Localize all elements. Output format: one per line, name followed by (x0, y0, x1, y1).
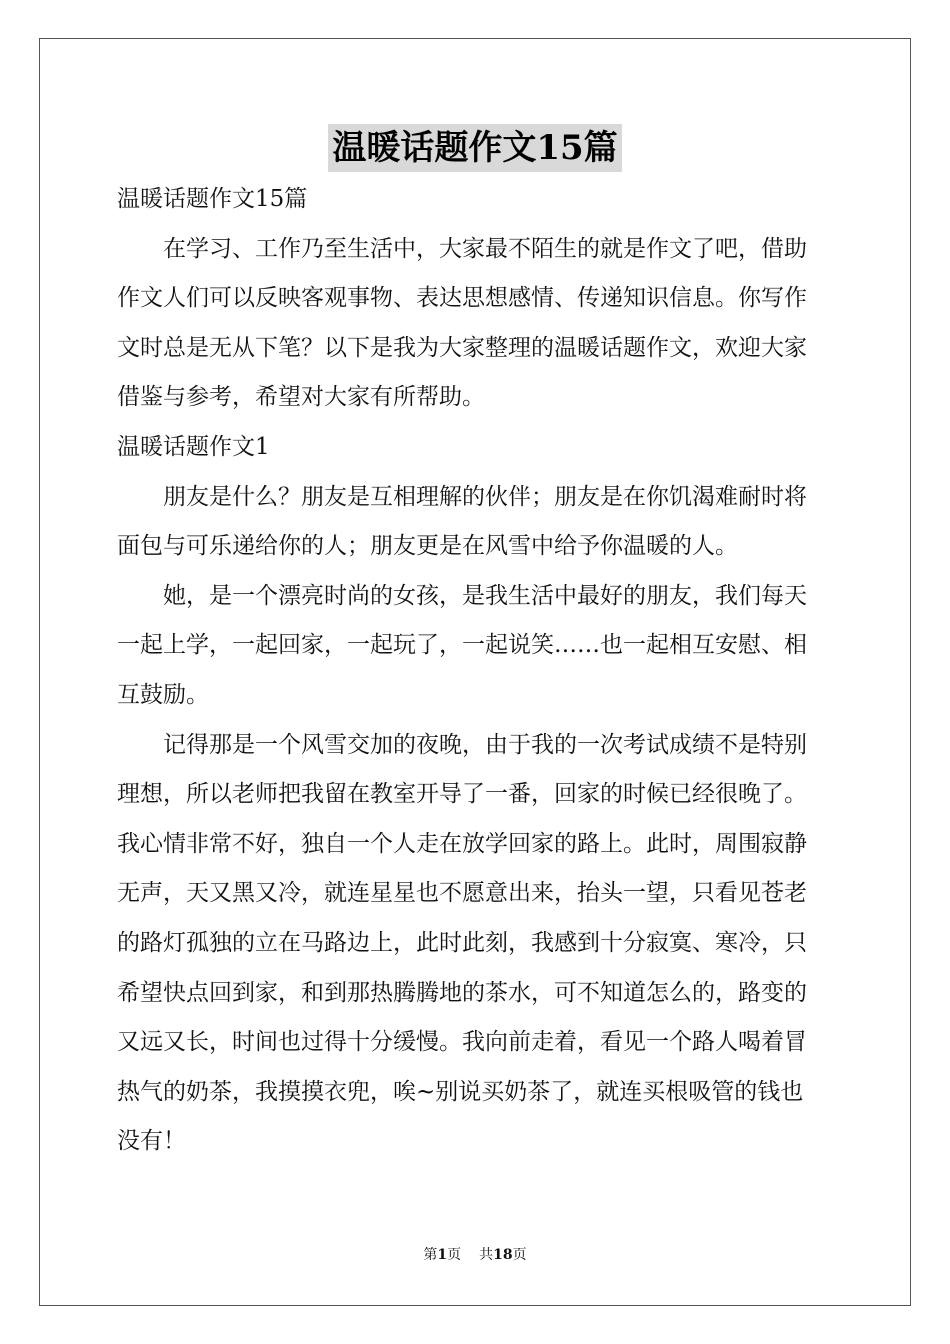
document-subtitle: 温暖话题作文15篇 (117, 186, 308, 212)
text-line: 朋友是什么？朋友是互相理解的伙伴；朋友是在你饥渴难耐时将 (163, 483, 807, 510)
text-line: 又远又长，时间也过得十分缓慢。我向前走着，看见一个路人喝着冒 (117, 1029, 807, 1056)
document-body (117, 175, 837, 1167)
text-line: 的路灯孤独的立在马路边上，此时此刻，我感到十分寂寞、寒冷，只 (117, 929, 807, 956)
body-lines (117, 225, 837, 1167)
text-line: 在学习、工作乃至生活中，大家最不陌生的就是作文了吧，借助 (163, 235, 807, 262)
text-line: 没有！ (117, 1128, 186, 1155)
text-line: 热气的奶茶，我摸摸衣兜，唉~别说买奶茶了，就连买根吸管的钱也 (117, 1078, 804, 1105)
text-line: 作文人们可以反映客观事物、表达思想感情、传递知识信息。你写作 (117, 285, 807, 312)
text-line: 理想，所以老师把我留在教室开导了一番，回家的时候已经很晚了。 (117, 781, 807, 808)
page-footer (0, 1244, 950, 1264)
text-line: 希望快点回到家，和到那热腾腾地的茶水，可不知道怎么的，路变的 (117, 979, 807, 1006)
page-prefix: 第 (423, 1247, 438, 1263)
text-line: 一起上学，一起回家，一起玩了，一起说笑……也一起相互安慰、相 (117, 632, 807, 659)
text-line: 互鼓励。 (117, 681, 209, 708)
page-number: 1 (437, 1247, 448, 1263)
section-heading: 温暖话题作文1 (117, 433, 270, 460)
title-container (0, 124, 950, 172)
text-line: 记得那是一个风雪交加的夜晚，由于我的一次考试成绩不是特别 (163, 731, 807, 758)
text-line: 我心情非常不好，独自一个人走在放学回家的路上。此时，周围寂静 (117, 830, 807, 857)
total-prefix: 共 (479, 1247, 494, 1263)
total-pages: 18 (493, 1247, 513, 1263)
document-title: 温暖话题作文15篇 (328, 124, 621, 172)
text-line: 借鉴与参考，希望对大家有所帮助。 (117, 384, 485, 411)
text-line: 面包与可乐递给你的人；朋友更是在风雪中给予你温暖的人。 (117, 533, 738, 560)
total-suffix: 页 (512, 1247, 527, 1263)
text-line: 她，是一个漂亮时尚的女孩，是我生活中最好的朋友，我们每天 (163, 582, 807, 609)
page-suffix: 页 (447, 1247, 462, 1263)
text-line: 无声，天又黑又冷，就连星星也不愿意出来，抬头一望，只看见苍老 (117, 880, 807, 907)
text-line: 文时总是无从下笔？以下是我为大家整理的温暖话题作文，欢迎大家 (117, 334, 807, 361)
